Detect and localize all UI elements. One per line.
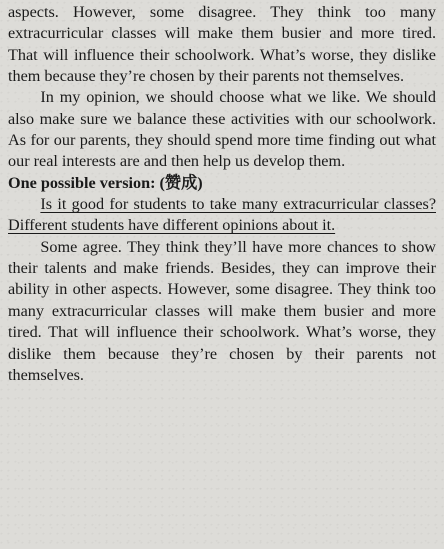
opinion-paragraph: In my opinion, we should choose what we like. We should also make sure we balance these activities with our schoolwork. As for our parents, they should spend more time finding out what our real interests are and then help us develop them. <box>8 88 436 171</box>
version-heading: One possible version: (赞成) <box>8 173 203 192</box>
continued-paragraph: aspects. However, some disagree. They think too many extracurricular classes will make them busier and more tired. That will influence their schoolwork. What’s worse, they dislike them because they’re chosen by their parents not themselves. <box>8 3 436 86</box>
underlined-question: Is it good for students to take many extracurricular classes? Different students have different opinions about it. <box>8 195 436 235</box>
version-intro-paragraph <box>8 194 436 237</box>
version-body-paragraph: Some agree. They think they’ll have more chances to show their talents and make friends. Besides, they can improve their ability in other aspects. However, some disagree. They think too many extracurricular classes will make them busier and more tired. That will influence their schoolwork. What’s worse, they dislike them because they’re chosen by their parents not themselves. <box>8 237 436 384</box>
